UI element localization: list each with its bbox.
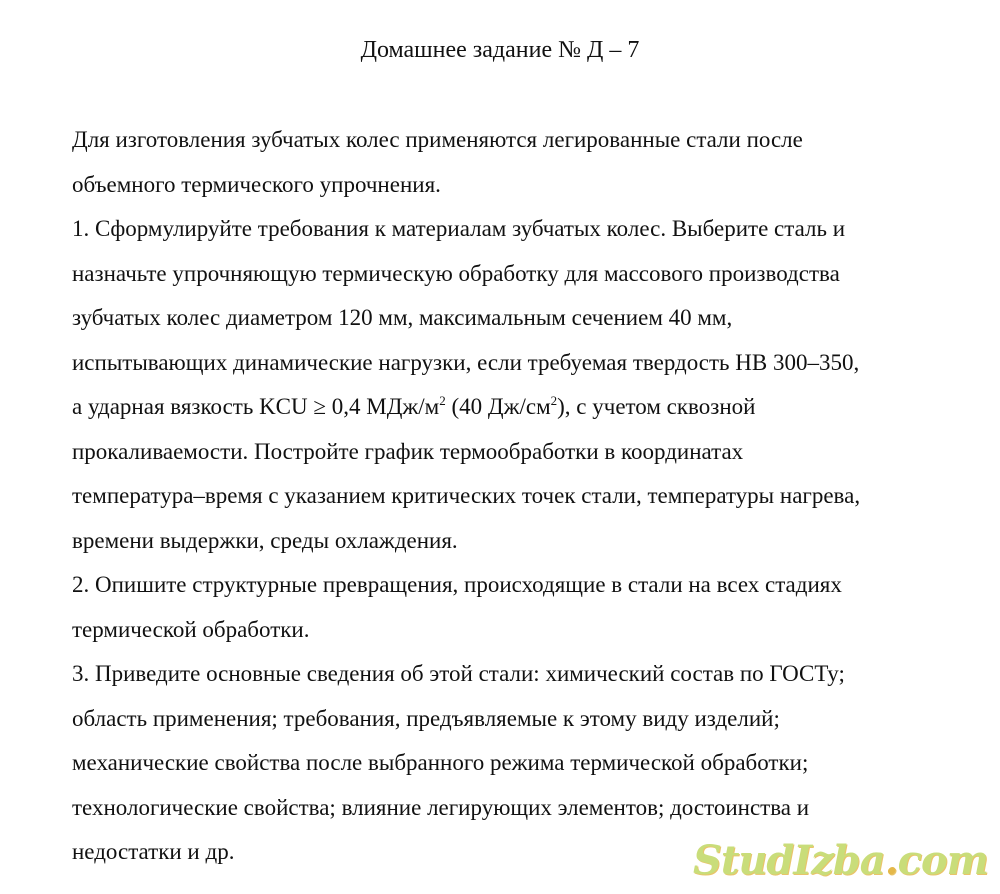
text-line: область применения; требования, предъявляемые к этому виду изделий;: [72, 705, 780, 731]
text-fragment: а ударная вязкость KCU ≥ 0,4 МДж/м: [72, 394, 440, 419]
text-line: объемного термического упрочнения.: [72, 171, 441, 197]
studizba-watermark: [693, 837, 988, 884]
superscript: 2: [550, 393, 558, 408]
text-line: 1. Сформулируйте требования к материалам зубчатых колес. Выберите сталь и: [72, 216, 846, 241]
text-line: 3. Приведите основные сведения об этой стали: химический состав по ГОСТу;: [72, 661, 845, 686]
text-line: недостатки и др.: [72, 839, 235, 864]
text-line: Для изготовления зубчатых колес применяются легированные стали после: [72, 127, 803, 152]
watermark-dot: .: [884, 837, 898, 884]
text-line: зубчатых колес диаметром 120 мм, максимальным сечением 40 мм,: [72, 305, 733, 330]
watermark-name: StudIzba: [692, 837, 885, 884]
text-fragment: (40 Дж/см: [445, 394, 551, 419]
document-body: [72, 118, 972, 875]
text-line: технологические свойства; влияние легирующих элементов; достоинства и: [72, 794, 810, 820]
text-line: термической обработки.: [72, 616, 310, 642]
superscript: 2: [439, 393, 446, 408]
text-line: механические свойства после выбранного режима термической обработки;: [72, 750, 809, 775]
text-line: 2. Опишите структурные превращения, происходящие в стали на всех стадиях: [72, 572, 842, 597]
watermark-tld: com: [897, 837, 988, 884]
text-line: времени выдержки, среды охлаждения.: [72, 527, 458, 553]
text-line-impact-strength: [72, 385, 972, 430]
text-line: назначьте упрочняющую термическую обработку для массового производства: [72, 260, 840, 286]
text-fragment: ), с учетом сквозной: [557, 394, 756, 419]
text-line: температура–время с указанием критических точек стали, температуры нагрева,: [72, 483, 861, 508]
text-line: испытывающих динамические нагрузки, если требуемая твердость НВ 300–350,: [72, 349, 860, 375]
text-line: прокаливаемости. Постройте график термообработки в координатах: [72, 438, 744, 464]
document-title: Домашнее задание № Д – 7: [360, 37, 640, 63]
